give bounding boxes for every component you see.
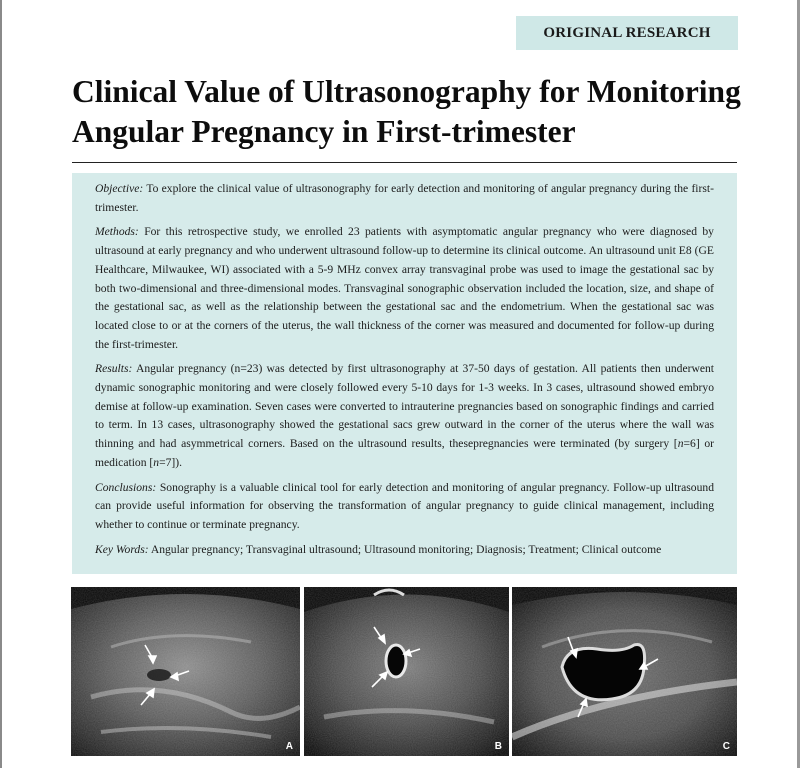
figure-letter-a: A: [285, 741, 293, 752]
abstract-objective: [95, 180, 714, 217]
results-text-c: =7]).: [159, 455, 183, 469]
conclusions-text: Sonography is a valuable clinical tool for early detection and monitoring of angular pregnancy. Follow-up ultrasound can provide useful information for observing the transformation of angular pregnancy to guide clinical management, including whether to continue or terminate pregnancy.: [95, 480, 714, 531]
abstract-results: [95, 360, 714, 472]
objective-label: Objective:: [95, 182, 144, 195]
ultrasound-b-graphic: [304, 587, 509, 756]
results-text-b: =6] or medication [: [95, 437, 714, 469]
methods-text: For this retrospective study, we enrolled 23 patients with asymptomatic angular pregnancy who were diagnosed by ultrasound at early pregnancy and who underwent ultrasound follow-up to determine its clinical outcome. An ultrasound unit E8 (GE Healthcare, Milwaukee, WI) associated with a 5-9 MHz convex array transvaginal probe was used to image the gestational sac by both two-dimensional and three-dimensional modes. Transvaginal sonographic observation included the location, size, and shape of the gestational sac, as well as the relationship between the gestational sac and the endometrium. When the gestational sac was located close to or at the corners of the uterus, the wall thickness of the corner was measured and documented for follow-up during the first-trimester.: [95, 225, 714, 351]
results-n-1: n: [677, 437, 684, 451]
figure-strip: [0, 587, 800, 756]
title-divider: [72, 162, 737, 163]
ultrasound-image-b: [304, 587, 509, 756]
abstract-methods: [95, 223, 714, 354]
section-badge: [516, 16, 738, 50]
title-line-2: Angular Pregnancy in First-trimester: [72, 114, 576, 149]
abstract-key-words: [95, 541, 714, 560]
conclusions-label: Conclusions:: [95, 480, 157, 494]
results-text-a: Angular pregnancy (n=23) was detected by first ultrasonography at 37-50 days of gestation. All patients then underwent dynamic sonographic monitoring and were closely followed every 5-10 days for 1-3 weeks. In 3 cases, ultrasound showed embryo demise at follow-up examination. Seven cases were converted to intrauterine pregnancies based on sonographic findings and carried to term. In 13 cases, ultrasonography showed the gestational sacs grew outward in the corner of the uterus where the wall was thinning and had asymmetrical corners. Based on the ultrasound results, thesepregnancies were terminated (by surgery [: [95, 362, 714, 451]
results-n-2: n: [153, 455, 160, 469]
title-line-1: Clinical Value of Ultrasonography for Monitoring: [72, 74, 741, 109]
ultrasound-c-graphic: [512, 587, 737, 756]
ultrasound-image-a: [71, 587, 300, 756]
key-words-text: Angular pregnancy; Transvaginal ultrasound; Ultrasound monitoring; Diagnosis; Treatment; Clinical outcome: [150, 542, 662, 556]
section-label: ORIGINAL RESEARCH: [543, 24, 711, 41]
figure-letter-b: B: [494, 741, 502, 752]
figure-letter-c: C: [722, 741, 730, 752]
results-label: Results:: [95, 362, 133, 376]
objective-text: To explore the clinical value of ultrasonography for early detection and monitoring of angular pregnancy during the first-trimester.: [95, 182, 714, 214]
abstract-conclusions: [95, 479, 714, 535]
ultrasound-a-graphic: [71, 587, 300, 756]
article-title: [72, 72, 752, 152]
key-words-label: Key Words:: [95, 542, 149, 556]
ultrasound-image-c: [512, 587, 737, 756]
abstract-box: [72, 173, 737, 574]
methods-label: Methods:: [95, 225, 139, 239]
